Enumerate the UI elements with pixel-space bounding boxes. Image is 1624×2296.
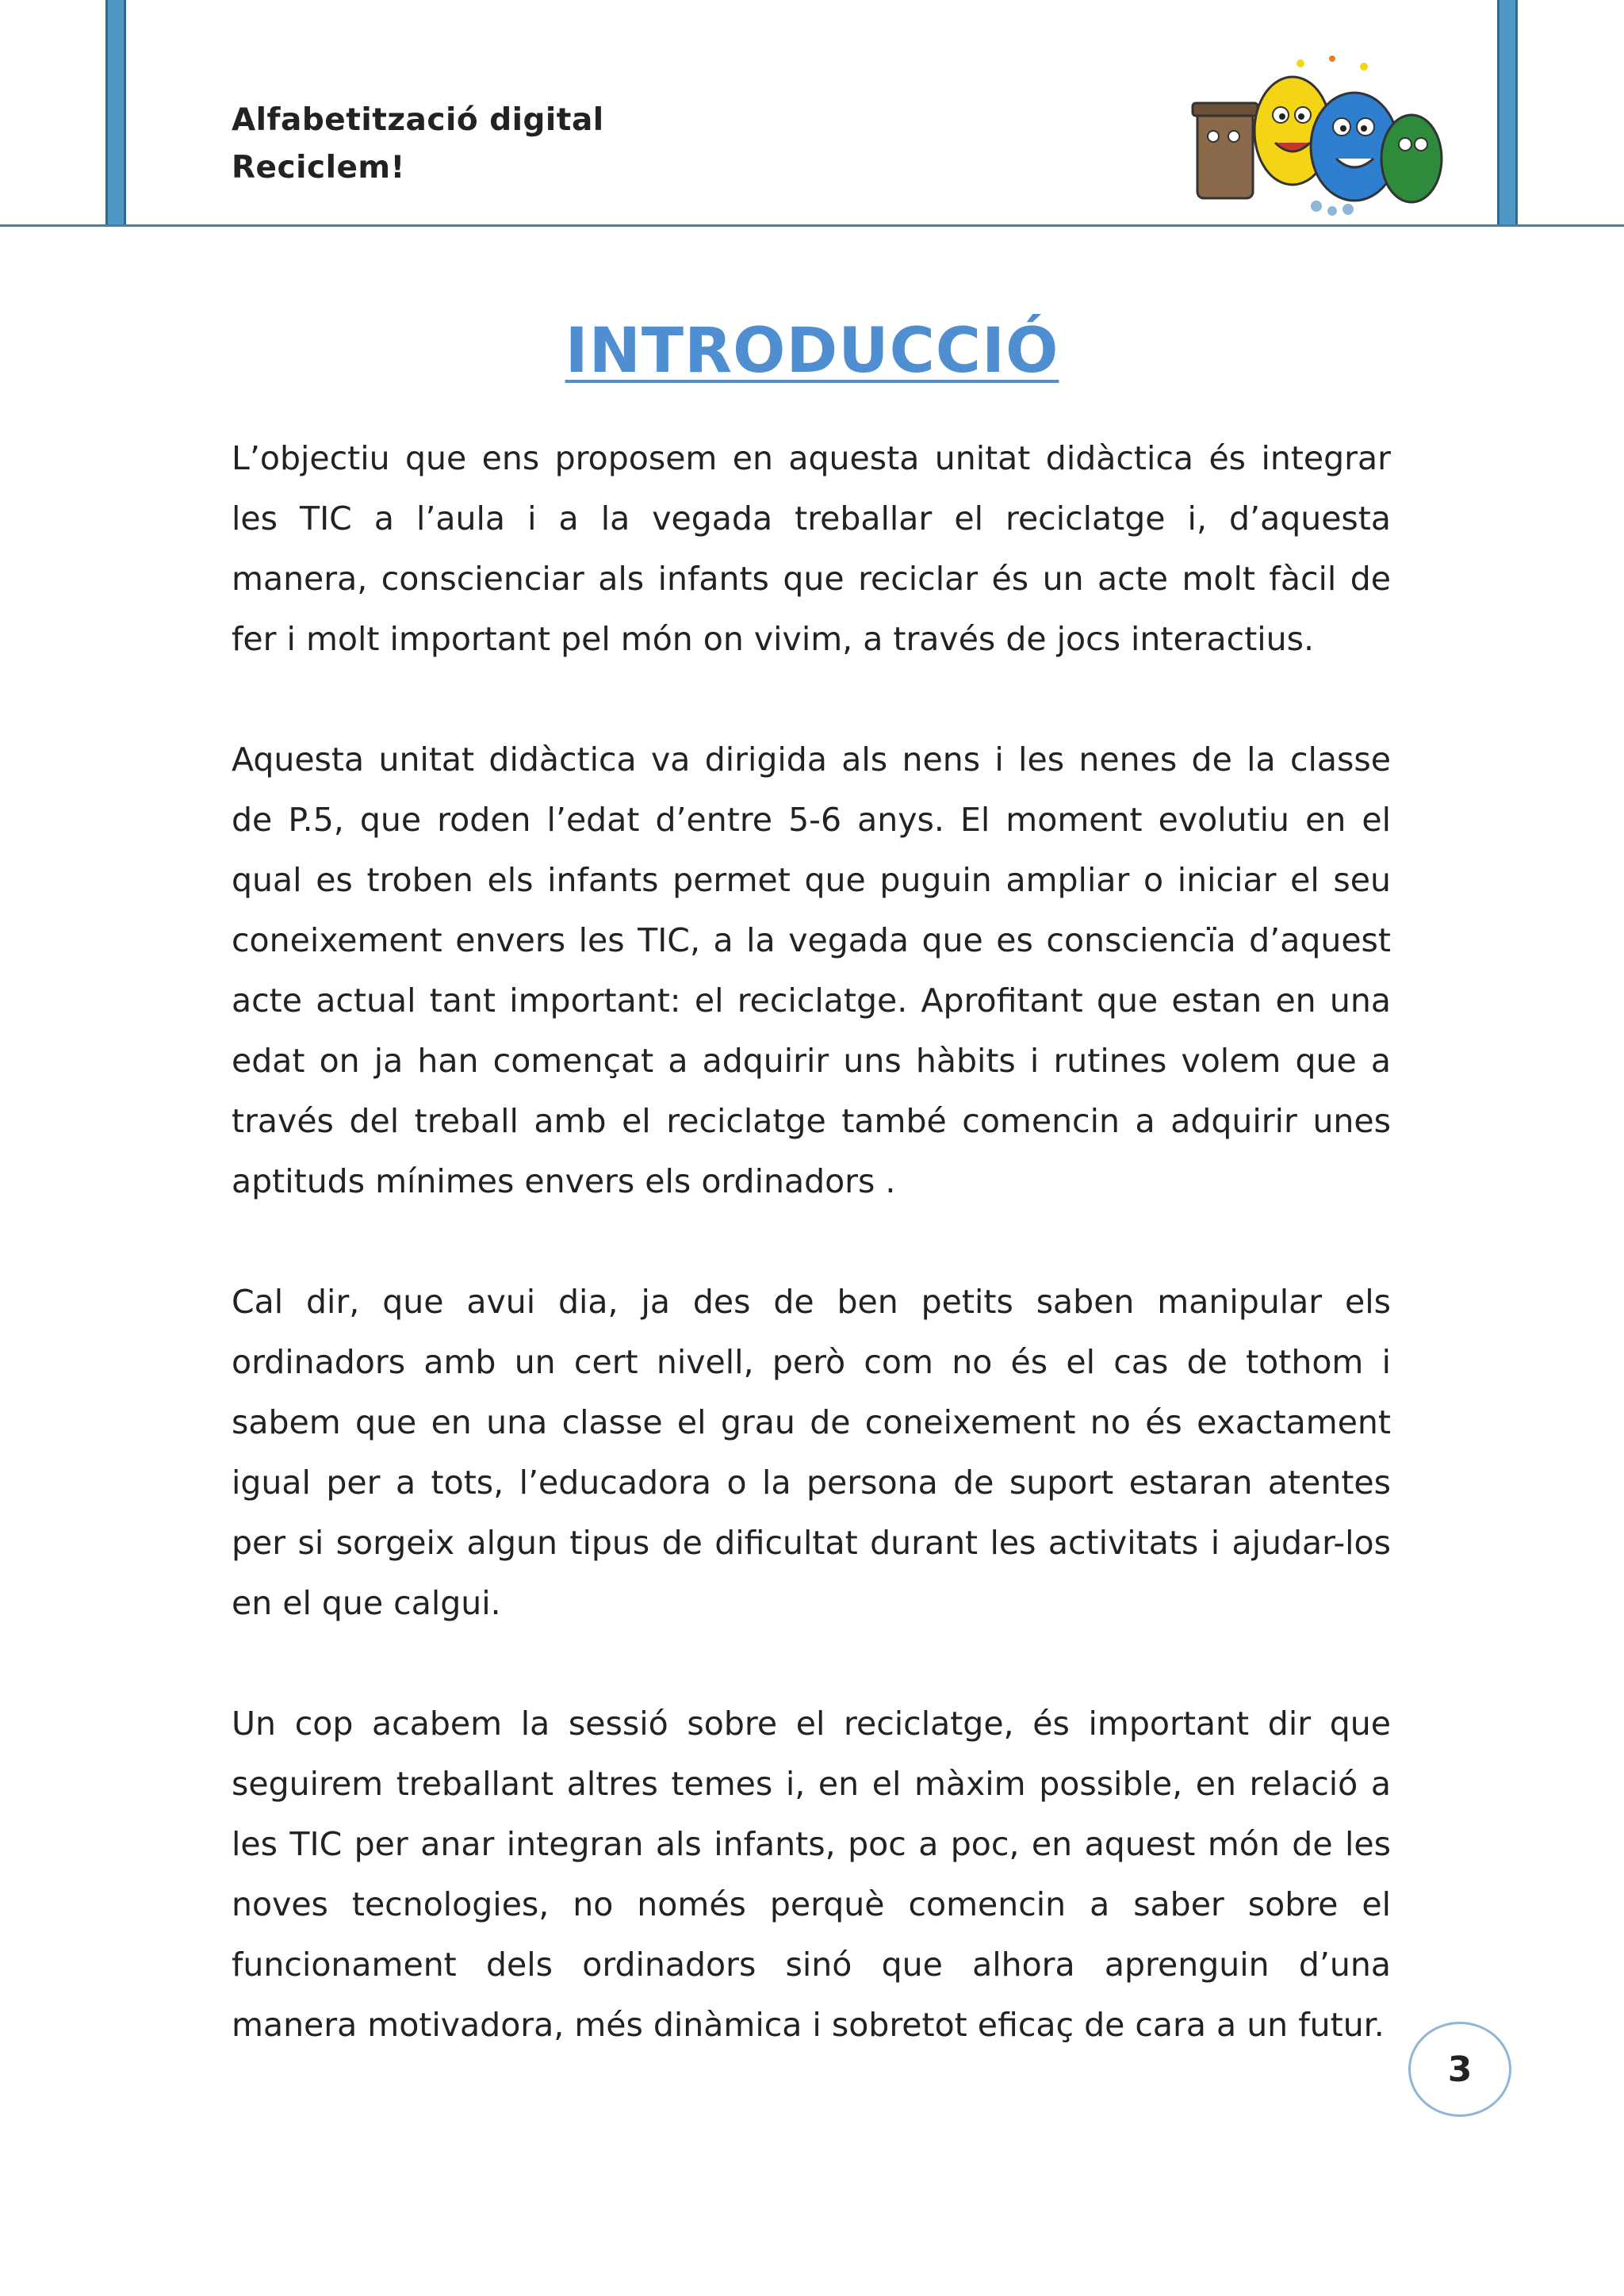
header-left-bar bbox=[105, 0, 126, 226]
header-right-bar bbox=[1497, 0, 1518, 226]
header-line-1: Alfabetització digital bbox=[232, 102, 604, 138]
header-divider bbox=[0, 224, 1624, 227]
paragraph-4: Un cop acabem la sessió sobre el reciclatge, és important dir que seguirem treballant altres temes i, en el màxim possible, en relació a les TIC per anar integran als infants, poc a poc, en aquest món de les noves tecnologies, no només perquè comencin a saber sobre el funcionament dels ordinadors sinó que alhora aprenguin d’una manera motivadora, més dinàmica i sobretot eficaç de cara a un futur. bbox=[232, 1705, 1391, 2044]
recycling-bins-illustration-icon bbox=[1174, 48, 1459, 222]
body-content bbox=[232, 428, 1391, 2115]
paragraph-3: Cal dir, que avui dia, ja des de ben petits saben manipular els ordinadors amb un cert nivell, però com no és el cas de tothom i sabem que en una classe el grau de coneixement no és exactament igual per a tots, l’educadora o la persona de suport estaran atentes per si sorgeix algun tipus de dificultat durant les activitats i ajudar-los en el que calgui. bbox=[232, 1283, 1391, 1622]
running-header bbox=[232, 97, 604, 192]
page-title-text: INTRODUCCIÓ bbox=[565, 316, 1059, 387]
page-title bbox=[0, 316, 1624, 387]
paragraph-2: Aquesta unitat didàctica va dirigida als nens i les nenes de la classe de P.5, que roden l’edat d’entre 5-6 anys. El moment evolutiu en el qual es troben els infants permet que puguin ampliar o iniciar el seu coneixement envers les TIC, a la vegada que es consciencïa d’aquest acte actual tant important: el reciclatge. Aprofitant que estan en una edat on ja han començat a adquirir uns hàbits i rutines volem que a través del treball amb el reciclatge també comencin a adquirir unes aptituds mínimes envers els ordinadors . bbox=[232, 740, 1391, 1200]
paragraph-1: L’objectiu que ens proposem en aquesta unitat didàctica és integrar les TIC a l’aula i a la vegada treballar el reciclatge i, d’aquesta manera, conscienciar als infants que reciclar és un acte molt fàcil de fer i molt important pel món on vivim, a través de jocs interactius. bbox=[232, 439, 1391, 658]
page-number: 3 bbox=[1408, 2022, 1511, 2117]
header-line-2: Reciclem! bbox=[232, 150, 405, 186]
